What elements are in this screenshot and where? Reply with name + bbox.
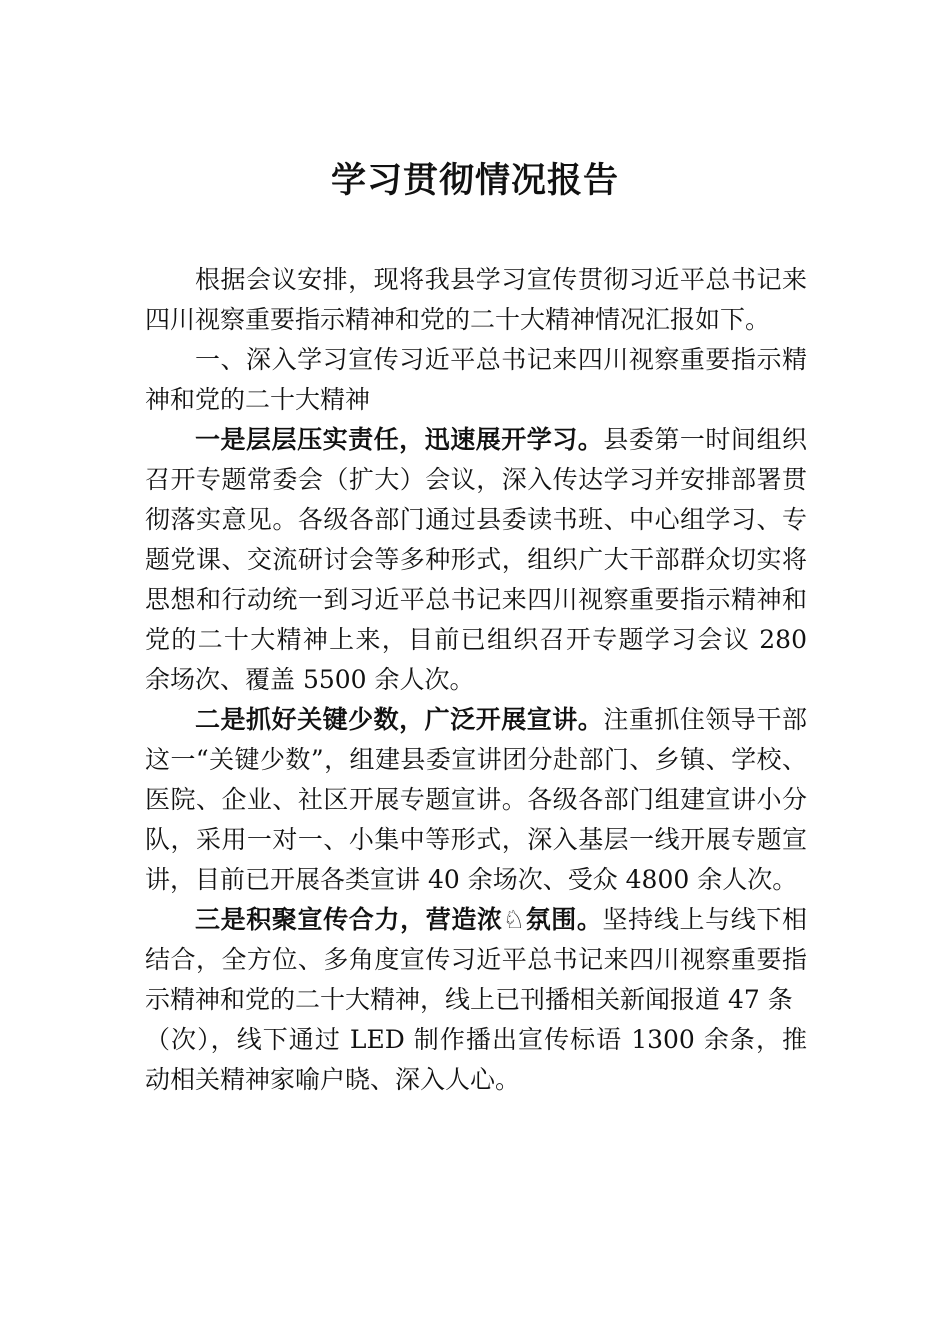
item-lead-2: 二是抓好关键少数，广泛开展宣讲。 [195,705,604,734]
item-paragraph-1 [145,420,807,700]
document-title: 学习贯彻情况报告 [330,161,619,201]
item-lead-3: 三是积聚宣传合力，营造浓♘氛围。 [195,905,603,934]
item-lead-1: 一是层层压实责任，迅速展开学习。 [195,425,604,454]
item-paragraph-2 [145,700,807,900]
section-heading: 一、深入学习宣传习近平总书记来四川视察重要指示精神和党的二十大精神 [145,345,807,414]
intro-paragraph: 根据会议安排，现将我县学习宣传贯彻习近平总书记来四川视察重要指示精神和党的二十大精神情况汇报如下。 [145,265,807,334]
item-text-1: 县委第一时间组织召开专题常委会（扩大）会议，深入传达学习并安排部署贯彻落实意见。各级各部门通过县委读书班、中心组学习、专题党课、交流研讨会等多种形式，组织广大干部群众切实将思想和行动统一到习近平总书记来四川视察重要指示精神和党的二十大精神上来，目前已组织召开专题学习会议 280 余场次、覆盖 5500 余人次。 [145,425,807,694]
item-paragraph-3 [145,900,807,1020]
item-text-3: 坚持线上与线下相结合，全方位、多角度宣传习近平总书记来四川视察重要指示精神和党的二十大精神，线上已刊播相关新闻报道 47 条 [145,905,807,1014]
document-body [145,260,807,1100]
item-text-2: 注重抓住领导干部这一“关键少数”，组建县委宣讲团分赴部门、乡镇、学校、医院、企业、社区开展专题宣讲。各级各部门组建宣讲小分队，采用一对一、小集中等形式，深入基层一线开展专题宣讲，目前已开展各类宣讲 40 余场次、受众 4800 余人次。 [145,705,807,894]
continuation-paragraph: （次），线下通过 LED 制作播出宣传标语 1300 余条，推动相关精神家喻户晓、深入人心。 [145,1025,807,1094]
